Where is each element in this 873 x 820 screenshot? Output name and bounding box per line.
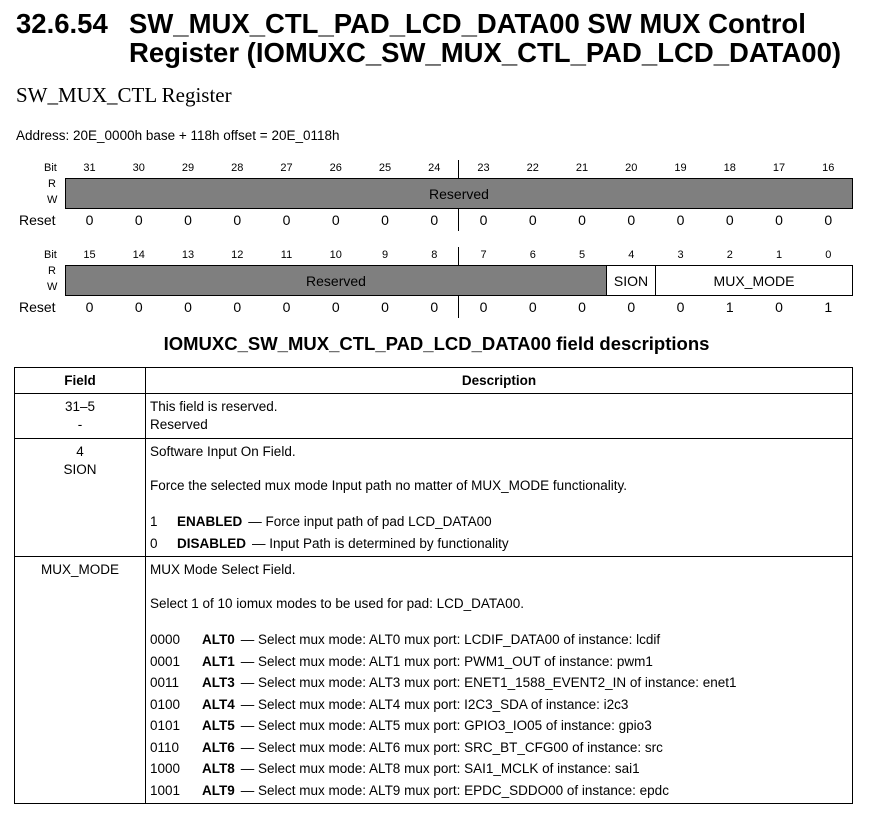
reset-value: 0 — [676, 299, 685, 315]
reset-value: 0 — [233, 299, 242, 315]
bit-number: 0 — [825, 249, 832, 261]
reset-value: 0 — [381, 299, 389, 315]
reset-value: 0 — [85, 212, 94, 228]
reset-value: 0 — [430, 212, 439, 228]
field-cell — [15, 394, 146, 439]
enum-name: ALT1 — [202, 653, 235, 669]
reset-label: Reset — [19, 212, 56, 228]
bit-number: 22 — [526, 162, 539, 174]
register-subheading: SW_MUX_CTL Register — [16, 83, 232, 107]
description-line: Force the selected mux mode Input path no matter of MUX_MODE functionality. — [150, 478, 627, 493]
bit-number: 20 — [625, 162, 638, 174]
description-line: Software Input On Field. — [150, 444, 296, 459]
reset-value: 0 — [627, 299, 636, 315]
enum-code: 0000 — [150, 632, 181, 647]
sion-enum-list — [150, 511, 848, 554]
description-line: MUX Mode Select Field. — [150, 562, 296, 577]
bit-number: 13 — [181, 249, 195, 261]
field-bits: 31–5 — [64, 399, 96, 414]
enum-description: — Select mux mode: ALT1 mux port: PWM1_OUT of instance: pwm1 — [240, 653, 653, 669]
enum-description: — Select mux mode: ALT3 mux port: ENET1_1588_EVENT2_IN of instance: enet1 — [240, 675, 737, 690]
reset-value: 1 — [824, 299, 833, 315]
table-row-reserved — [15, 394, 853, 439]
reset-value: 0 — [282, 212, 291, 228]
reset-value: 0 — [528, 212, 537, 228]
description-line: Reserved — [150, 417, 208, 432]
register-address: Address: 20E_0000h base + 118h offset = 20E_0118h — [16, 128, 340, 143]
reset-value: 0 — [578, 212, 586, 228]
bit-number: 9 — [381, 249, 389, 261]
reset-value: 0 — [578, 299, 586, 315]
enum-code: 0101 — [150, 718, 181, 733]
header-description: Description — [146, 368, 853, 394]
bit-number: 23 — [477, 162, 490, 174]
bit-label: Bit — [44, 249, 57, 261]
header-field: Field — [15, 368, 146, 394]
enum-description: — Select mux mode: ALT9 mux port: EPDC_SDDO00 of instance: epdc — [240, 782, 669, 798]
bit-number: 21 — [575, 162, 589, 174]
reset-value: 0 — [479, 212, 488, 228]
description-line: Select 1 of 10 iomux modes to be used for pad: LCD_DATA00. — [150, 596, 524, 611]
enum-name: ALT5 — [202, 718, 235, 733]
write-label: W — [47, 281, 58, 293]
bit-number: 19 — [674, 162, 687, 174]
reset-value: 0 — [775, 212, 783, 228]
reset-value: 0 — [233, 212, 242, 228]
table-row-sion — [15, 439, 853, 557]
reset-label: Reset — [19, 299, 56, 315]
field-name: SION — [63, 462, 97, 477]
bit-number: 28 — [231, 162, 244, 174]
field-name: MUX_MODE — [40, 562, 119, 577]
bit-number: 18 — [723, 162, 736, 174]
bit-number: 31 — [83, 162, 96, 174]
enum-row — [150, 629, 848, 651]
bit-number: 12 — [231, 249, 244, 261]
enum-code: 0 — [150, 535, 158, 551]
enum-code: 0100 — [150, 696, 181, 712]
bit-number: 26 — [329, 162, 342, 174]
bit-number: 5 — [578, 249, 586, 261]
bit-number: 7 — [480, 249, 487, 261]
reset-value: 0 — [381, 212, 389, 228]
bit-divider — [458, 247, 459, 265]
bit-number: 17 — [772, 162, 786, 174]
bit-number: 11 — [280, 249, 293, 261]
reset-value: 0 — [627, 212, 636, 228]
bit-number: 1 — [775, 249, 783, 261]
reset-value: 0 — [331, 299, 340, 315]
section-title-line1: SW_MUX_CTL_PAD_LCD_DATA00 SW MUX Control — [129, 8, 806, 39]
description-cell — [146, 439, 853, 557]
enum-description: — Select mux mode: ALT8 mux port: SAI1_MCLK of instance: sai1 — [240, 761, 640, 776]
bit-number: 4 — [628, 249, 635, 261]
bit-divider — [458, 160, 459, 178]
enum-row — [150, 651, 848, 673]
enum-code: 0001 — [150, 653, 181, 669]
write-label: W — [47, 194, 58, 206]
description-line: This field is reserved. — [150, 399, 278, 414]
enum-row — [150, 758, 848, 780]
bit-number: 30 — [132, 162, 145, 174]
enum-name: ENABLED — [177, 514, 243, 529]
enum-row — [150, 694, 848, 716]
sion-field — [606, 265, 656, 296]
section-number: 32.6.54 — [16, 8, 108, 39]
enum-name: ALT0 — [202, 632, 235, 647]
enum-description: — Select mux mode: ALT0 mux port: LCDIF_DATA00 of instance: lcdif — [240, 632, 661, 647]
bit-number: 10 — [329, 249, 342, 261]
reset-value: 0 — [184, 212, 192, 228]
reset-value: 0 — [331, 212, 340, 228]
sion-field-label: SION — [613, 272, 649, 289]
reset-value: 1 — [725, 299, 734, 315]
reset-value: 0 — [85, 299, 94, 315]
enum-row — [150, 672, 848, 694]
bit-label: Bit — [44, 162, 57, 174]
register-lower-half — [0, 247, 873, 322]
reset-value: 0 — [430, 299, 439, 315]
reset-value: 0 — [184, 299, 192, 315]
table-row-mux-mode — [15, 557, 853, 804]
table-header-row — [15, 368, 853, 394]
bit-number: 14 — [132, 249, 145, 261]
bit-number: 29 — [181, 162, 195, 174]
enum-row — [150, 737, 848, 759]
reset-value: 0 — [528, 299, 537, 315]
enum-name: ALT4 — [202, 696, 235, 712]
field-cell — [15, 439, 146, 557]
enum-row — [150, 715, 848, 737]
bit-number: 15 — [83, 249, 96, 261]
reset-value: 0 — [676, 212, 685, 228]
reset-value: 0 — [775, 299, 783, 315]
field-bits: 4 — [76, 444, 84, 459]
reset-value: 0 — [725, 212, 734, 228]
enum-name: ALT3 — [202, 675, 235, 690]
bit-number: 8 — [431, 249, 438, 261]
enum-row — [150, 780, 848, 802]
read-label: R — [48, 178, 56, 190]
register-upper-half — [0, 160, 873, 235]
enum-code: 0110 — [150, 739, 180, 755]
enum-name: ALT6 — [202, 739, 235, 755]
reset-value: 0 — [282, 299, 291, 315]
enum-code: 1001 — [150, 782, 181, 798]
description-cell — [146, 557, 853, 804]
enum-row — [150, 511, 848, 533]
upper-reserved-field — [65, 178, 853, 209]
lower-reserved-field — [65, 265, 607, 296]
bit-number: 6 — [529, 249, 536, 261]
enum-description: — Select mux mode: ALT6 mux port: SRC_BT_CFG00 of instance: src — [240, 739, 663, 755]
bit-number: 16 — [822, 162, 835, 174]
bit-number: 27 — [280, 162, 293, 174]
enum-description: — Input Path is determined by functionality — [252, 535, 509, 551]
upper-reserved-label: Reserved — [429, 185, 489, 202]
bit-number: 24 — [428, 162, 441, 174]
enum-code: 0011 — [150, 675, 180, 690]
field-descriptions-title: IOMUXC_SW_MUX_CTL_PAD_LCD_DATA00 field descriptions — [163, 333, 710, 354]
enum-description: — Force input path of pad LCD_DATA00 — [248, 514, 492, 529]
enum-name: DISABLED — [177, 535, 247, 551]
reset-value: 0 — [824, 212, 833, 228]
enum-code: 1 — [150, 514, 158, 529]
bit-number: 3 — [677, 249, 684, 261]
enum-name: ALT8 — [202, 761, 235, 776]
reset-value: 0 — [134, 212, 143, 228]
field-name: - — [77, 417, 83, 432]
field-cell — [15, 557, 146, 804]
reset-value: 0 — [479, 299, 488, 315]
enum-description: — Select mux mode: ALT5 mux port: GPIO3_IO05 of instance: gpio3 — [240, 718, 652, 733]
enum-name: ALT9 — [202, 782, 235, 798]
bit-number: 2 — [726, 249, 733, 261]
read-label: R — [48, 265, 56, 277]
bit-number: 25 — [378, 162, 392, 174]
field-descriptions-table — [14, 367, 853, 804]
enum-row — [150, 533, 848, 555]
mux-mode-field-label: MUX_MODE — [713, 272, 795, 289]
enum-code: 1000 — [150, 761, 181, 776]
mux-mode-field — [655, 265, 853, 296]
mux-mode-enum-list — [150, 629, 848, 801]
description-cell — [146, 394, 853, 439]
section-title-line2: Register (IOMUXC_SW_MUX_CTL_PAD_LCD_DATA00) — [129, 37, 842, 68]
reset-value: 0 — [134, 299, 143, 315]
enum-description: — Select mux mode: ALT4 mux port: I2C3_SDA of instance: i2c3 — [240, 696, 629, 712]
lower-reserved-label: Reserved — [306, 272, 366, 289]
